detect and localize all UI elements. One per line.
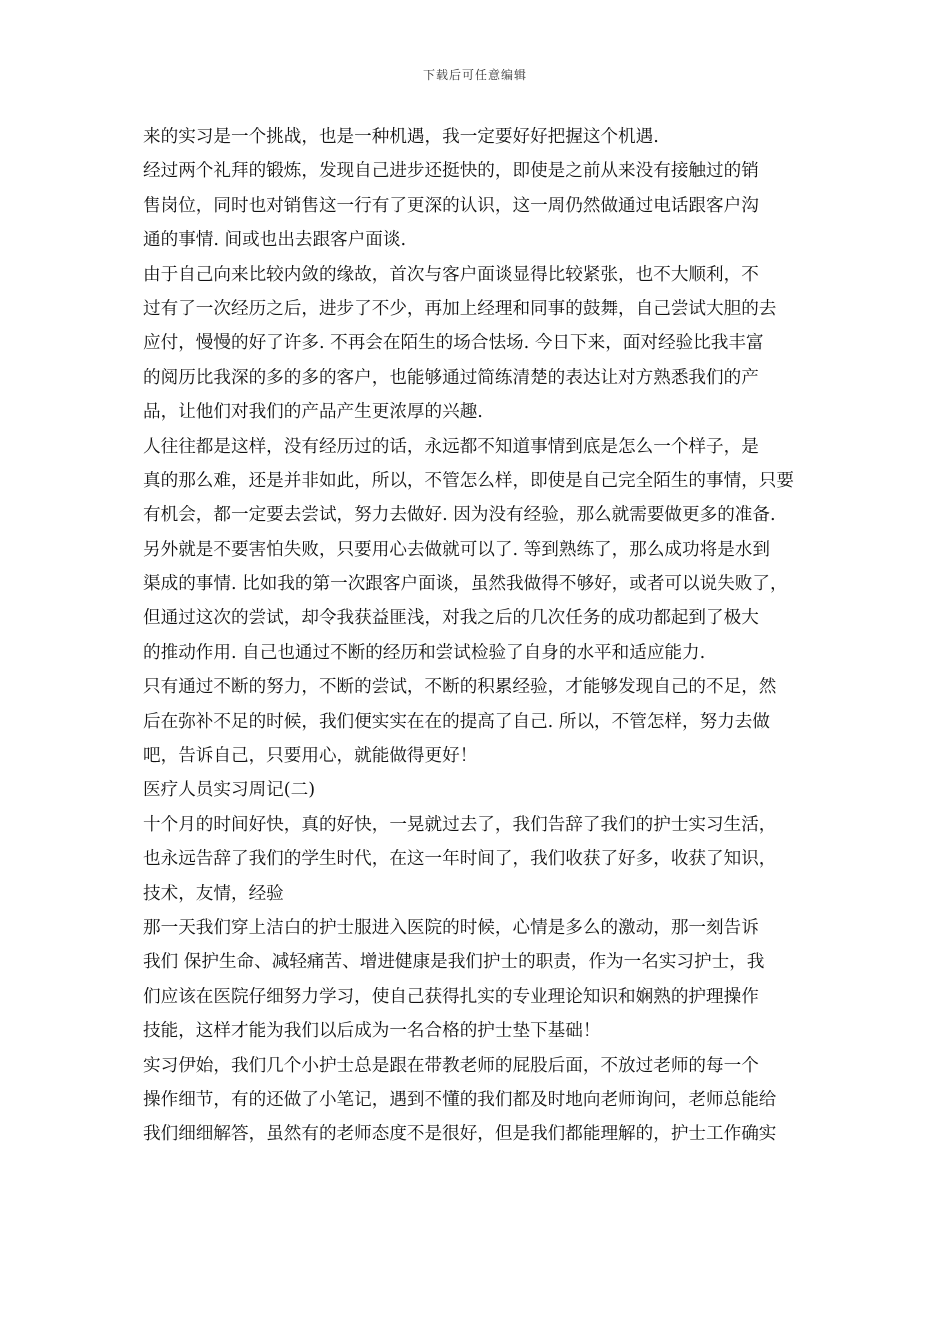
text-line: 经过两个礼拜的锻炼，发现自己进步还挺快的，即使是之前从来没有接触过的销 <box>143 161 759 182</box>
text-line: 只有通过不断的努力，不断的尝试，不断的积累经验，才能够发现自己的不足，然 <box>143 677 777 698</box>
page-header-note: 下载后可任意编辑 <box>422 68 527 82</box>
section-title: 医疗人员实习周记(二) <box>143 780 316 801</box>
text-line: 但通过这次的尝试，却令我获益匪浅，对我之后的几次任务的成功都起到了极大 <box>143 608 759 629</box>
text-line: 那一天我们穿上洁白的护士服进入医院的时候，心情是多么的激动，那一刻告诉 <box>143 917 759 938</box>
text-line: 技术，友情，经验 <box>143 883 284 904</box>
text-line: 由于自己向来比较内敛的缘故，首次与客户面谈显得比较紧张，也不大顺利，不 <box>143 264 759 285</box>
document-body <box>143 120 815 1152</box>
text-line: 售岗位，同时也对销售这一行有了更深的认识，这一周仍然做通过电话跟客户沟 <box>143 195 759 216</box>
text-line: 吧，告诉自己，只要用心，就能做得更好！ <box>143 746 478 767</box>
text-line: 通的事情. 间或也出去跟客户面谈. <box>143 230 407 251</box>
text-line: 技能，这样才能为我们以后成为一名合格的护士垫下基础！ <box>143 1021 601 1042</box>
text-line: 渠成的事情. 比如我的第一次跟客户面谈，虽然我做得不够好，或者可以说失败了， <box>143 574 788 595</box>
text-line: 品，让他们对我们的产品产生更浓厚的兴趣. <box>143 402 483 423</box>
text-line: 有机会，都一定要去尝试，努力去做好. 因为没有经验，那么就需要做更多的准备. <box>143 505 776 526</box>
text-line: 十个月的时间好快，真的好快，一晃就过去了，我们告辞了我们的护士实习生活， <box>143 814 777 835</box>
text-line: 来的实习是一个挑战，也是一种机遇，我一定要好好把握这个机遇. <box>143 127 659 147</box>
text-line: 我们 保护生命、减轻痛苦、增进健康是我们护士的职责，作为一名实习护士，我 <box>143 952 765 973</box>
text-line: 应付，慢慢的好了许多. 不再会在陌生的场合怯场. 今日下来，面对经验比我丰富 <box>143 333 764 354</box>
text-line: 们应该在医院仔细努力学习，使自己获得扎实的专业理论知识和娴熟的护理操作 <box>143 986 759 1007</box>
text-line: 也永远告辞了我们的学生时代，在这一年时间了，我们收获了好多，收获了知识， <box>143 849 777 870</box>
text-line: 过有了一次经历之后，进步了不少，再加上经理和同事的鼓舞，自己尝试大胆的去 <box>143 298 777 319</box>
text-line: 的推动作用. 自己也通过不断的经历和尝试检验了自身的水平和适应能力. <box>143 642 706 663</box>
text-line: 我们细细解答，虽然有的老师态度不是很好，但是我们都能理解的，护士工作确实 <box>143 1124 777 1145</box>
text-line: 的阅历比我深的多的多的客户，也能够通过简练清楚的表达让对方熟悉我们的产 <box>143 367 759 388</box>
text-line: 操作细节，有的还做了小笔记，遇到不懂的我们都及时地向老师询问，老师总能给 <box>143 1089 777 1110</box>
text-line: 人往往都是这样，没有经历过的话，永远都不知道事情到底是怎么一个样子，是 <box>143 436 759 457</box>
text-line: 另外就是不要害怕失败，只要用心去做就可以了. 等到熟练了，那么成功将是水到 <box>143 539 770 560</box>
text-line: 实习伊始，我们几个小护士总是跟在带教老师的屁股后面，不放过老师的每一个 <box>143 1055 759 1076</box>
text-line: 真的那么难，还是并非如此，所以，不管怎么样，即使是自己完全陌生的事情，只要 <box>143 470 794 491</box>
text-line: 后在弥补不足的时候，我们便实实在在的提高了自己. 所以，不管怎样，努力去做 <box>143 711 770 732</box>
